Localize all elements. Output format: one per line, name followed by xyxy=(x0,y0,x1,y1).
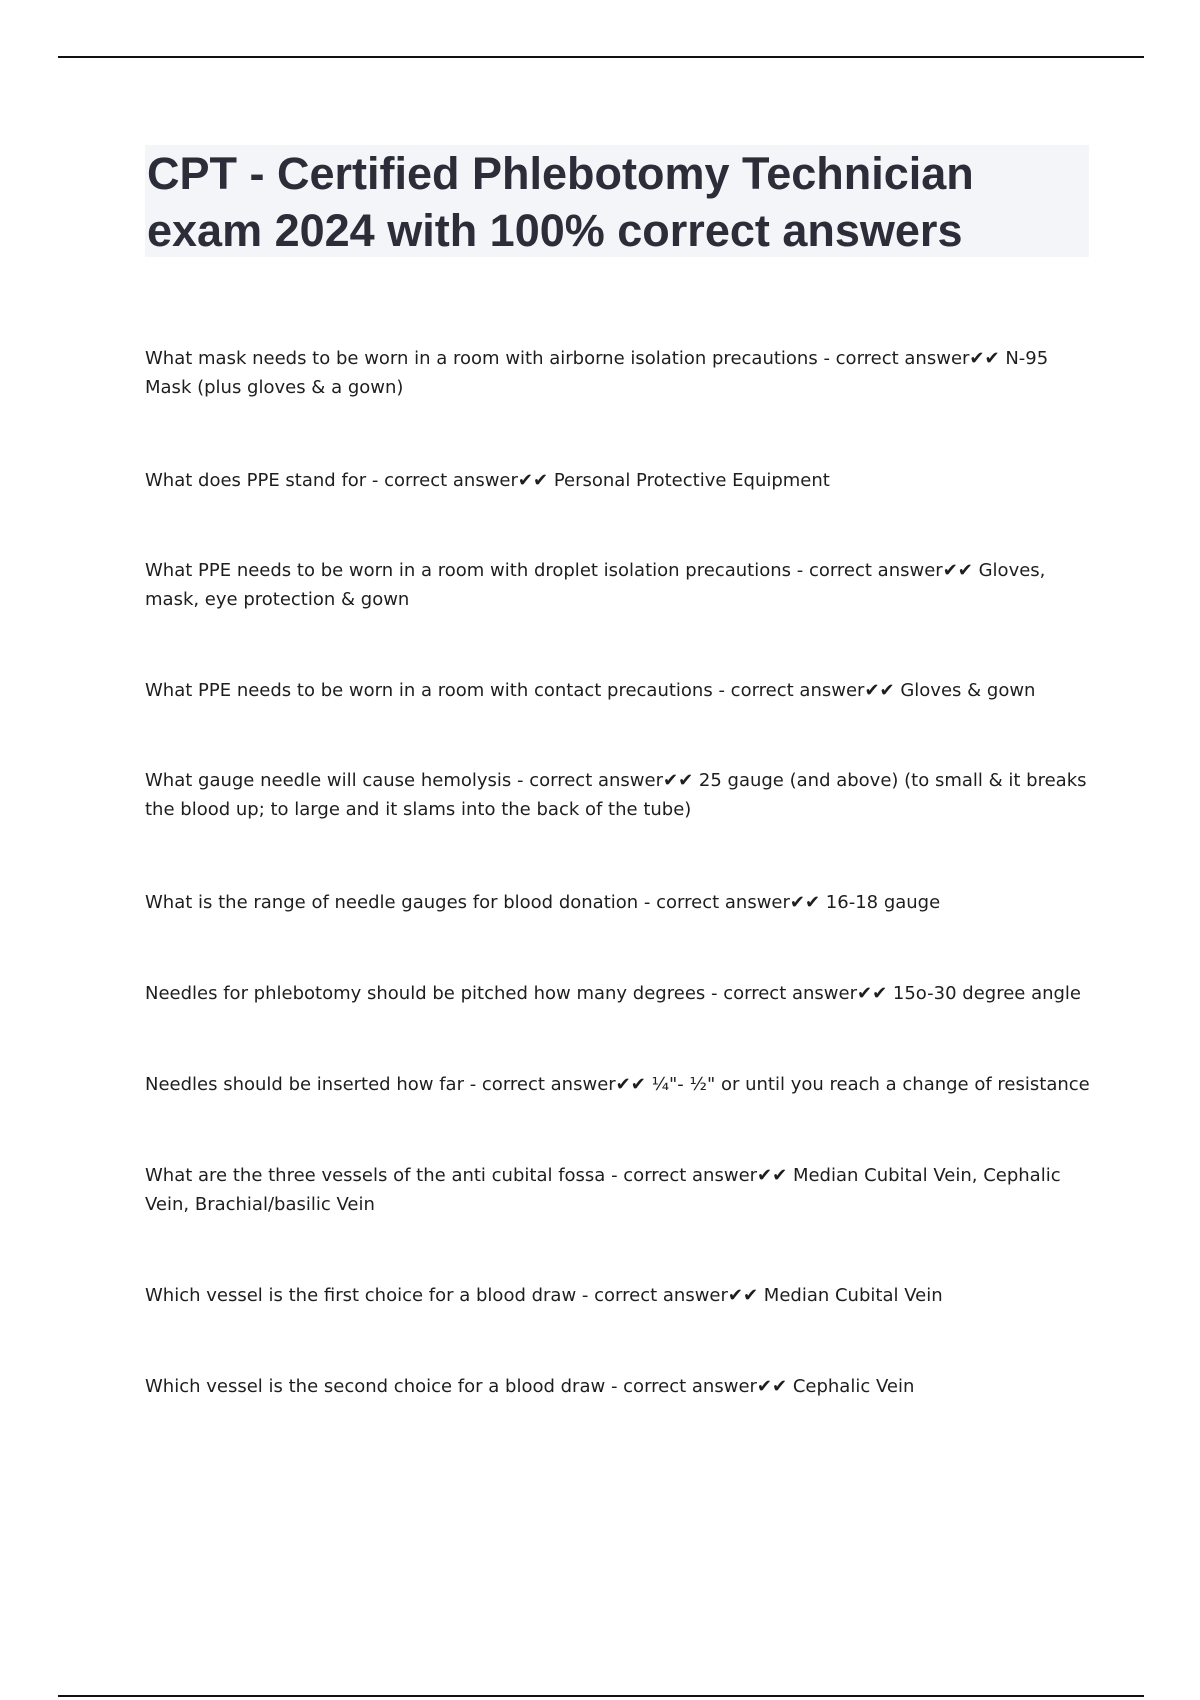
answer-separator: - correct answer xyxy=(366,470,518,491)
double-check-icon: ✔✔ xyxy=(615,1074,646,1095)
question-text: What PPE needs to be worn in a room with droplet isolation precautions xyxy=(145,560,791,581)
answer-separator: - correct answer xyxy=(605,1165,758,1186)
answer-separator: - correct answer xyxy=(817,348,970,369)
answer-separator: - correct answer xyxy=(791,560,943,581)
question-text: What PPE needs to be worn in a room with contact precautions xyxy=(145,680,713,701)
qa-item xyxy=(145,676,1095,705)
double-check-icon: ✔✔ xyxy=(856,983,888,1004)
question-text: What gauge needle will cause hemolysis xyxy=(145,770,512,791)
double-check-icon: ✔✔ xyxy=(757,1165,788,1186)
answer-separator: - correct answer xyxy=(705,983,857,1004)
answer-text: ¼"- ½" or until you reach a change of resistance xyxy=(651,1074,1090,1095)
qa-item xyxy=(145,1070,1095,1099)
answer-separator: - correct answer xyxy=(576,1285,728,1306)
double-check-icon: ✔✔ xyxy=(662,770,694,791)
double-check-icon: ✔✔ xyxy=(789,892,821,913)
question-text: Needles should be inserted how far xyxy=(145,1074,464,1095)
double-check-icon: ✔✔ xyxy=(864,680,895,701)
answer-separator: - correct answer xyxy=(511,770,663,791)
qa-item xyxy=(145,466,1095,495)
bottom-divider xyxy=(58,1695,1144,1697)
answer-text: 16-18 gauge xyxy=(825,892,941,913)
question-text: What are the three vessels of the anti cubital fossa xyxy=(145,1165,606,1186)
qa-item xyxy=(145,344,1095,402)
question-text: Needles for phlebotomy should be pitched how many degrees xyxy=(145,983,706,1004)
double-check-icon: ✔✔ xyxy=(517,470,549,491)
top-divider xyxy=(58,56,1144,58)
answer-separator: - correct answer xyxy=(638,892,790,913)
question-text: Which vessel is the first choice for a blood draw xyxy=(145,1285,577,1306)
qa-item xyxy=(145,556,1095,614)
double-check-icon: ✔✔ xyxy=(756,1376,788,1397)
qa-item xyxy=(145,1161,1095,1219)
answer-text: Median Cubital Vein xyxy=(763,1285,943,1306)
answer-text: Cephalic Vein xyxy=(792,1376,915,1397)
title-banner xyxy=(145,145,1089,257)
answer-text: Gloves, mask, eye protection & gown xyxy=(145,560,1046,610)
question-text: What mask needs to be worn in a room with airborne isolation precautions xyxy=(145,348,818,369)
qa-item xyxy=(145,1372,1095,1401)
double-check-icon: ✔✔ xyxy=(942,560,973,581)
qa-item xyxy=(145,766,1095,824)
qa-item xyxy=(145,979,1095,1008)
answer-separator: - correct answer xyxy=(463,1074,616,1095)
question-text: What is the range of needle gauges for blood donation xyxy=(145,892,639,913)
answer-text: N-95 Mask (plus gloves & a gown) xyxy=(145,348,1049,398)
question-text: What does PPE stand for xyxy=(145,470,367,491)
document-title: CPT - Certified Phlebotomy Technician exam 2024 with 100% correct answers xyxy=(147,148,974,256)
answer-separator: - correct answer xyxy=(712,680,865,701)
double-check-icon: ✔✔ xyxy=(969,348,1000,369)
question-text: Which vessel is the second choice for a blood draw xyxy=(145,1376,606,1397)
qa-item xyxy=(145,1281,1095,1310)
answer-text: Median Cubital Vein, Cephalic Vein, Brachial/basilic Vein xyxy=(145,1165,1061,1215)
answer-separator: - correct answer xyxy=(605,1376,757,1397)
answer-text: 15o-30 degree angle xyxy=(892,983,1082,1004)
double-check-icon: ✔✔ xyxy=(727,1285,759,1306)
answer-text: 25 gauge (and above) (to small & it breaks the blood up; to large and it slams into the back of the tube) xyxy=(145,770,1087,820)
answer-text: Gloves & gown xyxy=(900,680,1036,701)
qa-item xyxy=(145,888,1095,917)
answer-text: Personal Protective Equipment xyxy=(553,470,830,491)
